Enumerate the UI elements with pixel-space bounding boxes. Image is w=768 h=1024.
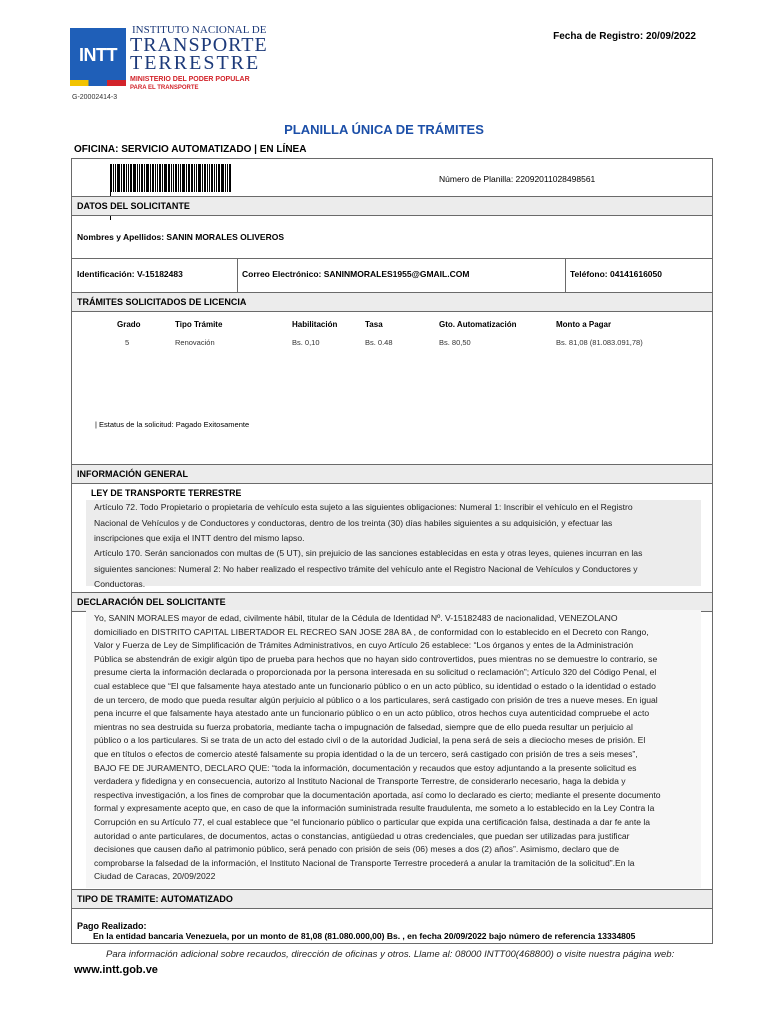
col-header-tasa: Tasa: [365, 320, 383, 329]
barcode-bar: [214, 164, 215, 192]
barcode-bar: [218, 164, 220, 192]
barcode-bar: [128, 164, 129, 192]
oficina-label: OFICINA: SERVICIO AUTOMATIZADO | EN LÍNEA: [74, 144, 307, 155]
barcode-bar: [115, 164, 116, 192]
barcode-bar: [137, 164, 138, 192]
text-line: de un tercero, de modo que pueda resultar algún perjuicio al público o a los particulares, será castigado con prisión de tres a nueve meses. En igual: [94, 694, 658, 705]
text-line: formal y expresamente acepto que, en caso de que la información suministrada resulte fraudulenta, me someto a lo establecido en la Ley Contra la: [94, 803, 655, 814]
nombres-apellidos: Nombres y Apellidos: SANIN MORALES OLIVEROS: [77, 232, 285, 242]
text-line: BAJO FE DE JURAMENTO, DECLARO QUE: “toda la información, documentación y recaudos que estoy adjuntando a la presente solicitud es: [94, 762, 637, 773]
barcode-bar: [157, 164, 158, 192]
divider: [71, 908, 713, 909]
logo-code: G-20002414-3: [72, 94, 118, 101]
barcode-bar: [110, 164, 112, 192]
text-line: que en títulos o efectos de comercio atesté falsamente su propia identidad o la de un tercero, será castigado con prisión de tres a seis meses”,: [94, 748, 638, 759]
website-link[interactable]: www.intt.gob.ve: [74, 964, 158, 976]
barcode-bar: [133, 164, 136, 192]
text-line: decisiones que causen daño al patrimonio público, será penado con prisión de seis (06) meses a dos (2) años”. Asimismo, declaro que de: [94, 844, 619, 855]
pago-label: Pago Realizado:: [77, 921, 147, 931]
declaration-text: [94, 612, 692, 884]
footer-info: Para información adicional sobre recaudos, dirección de oficinas y otros. Llame al: 08000 INTT00(468800) o visite nuestra página web:: [106, 949, 675, 960]
barcode-bar: [229, 164, 231, 192]
text-line: verdadera y fidedigna y en consecuencia, autorizo al Instituto Nacional de Transporte Terrestre, de considerarlo necesario, haga la debida y: [94, 776, 626, 787]
page-title: PLANILLA ÚNICA DE TRÁMITES: [284, 122, 484, 137]
text-line: Ciudad de Caracas, 20/09/2022: [94, 871, 216, 882]
divider: [71, 311, 713, 312]
text-line: Corrupción en su Artículo 77, el cual establece que “el funcionario público o particular que expida una certificación falsa, destinada a dar fe ante la: [94, 816, 651, 827]
barcode-bar: [221, 164, 224, 192]
logo-institute: INSTITUTO NACIONAL DE: [132, 24, 267, 36]
barcode-bar: [164, 164, 167, 192]
text-line: siguientes sanciones: Numeral 2: No haber realizado el respectivo trámite del vehículo ante el Registro Nacional de Vehículos y Conductores y: [94, 563, 638, 574]
barcode-bar: [211, 164, 213, 192]
tipo-tramite: TIPO DE TRAMITE: AUTOMATIZADO: [77, 894, 233, 904]
barcode-bar: [152, 164, 154, 192]
divider: [71, 258, 713, 259]
col-header-tipo: Tipo Trámite: [175, 320, 223, 329]
barcode-bar: [225, 164, 226, 192]
text-line: comprobarse la falsedad de la información, el Instituto Nacional de Transporte Terrestre procederá a anular la tramitación de la solicitud”.En la: [94, 857, 635, 868]
article-72: [94, 500, 692, 547]
divider: [237, 259, 238, 292]
section-datos-solicitante: DATOS DEL SOLICITANTE: [77, 201, 190, 211]
estatus-solicitud: | Estatus de la solicitud: Pagado Exitosamente: [95, 420, 250, 429]
barcode-bar: [194, 164, 195, 192]
barcode-bar: [123, 164, 125, 192]
col-header-grado: Grado: [117, 320, 141, 329]
barcode-bar: [139, 164, 140, 192]
text-line: respectiva investigación, a los fines de comprobar que la documentación aportada, así como lo declarado es cierto; mediante el presente documento: [94, 789, 661, 800]
text-line: mientras no sea destruida su fuerza probatoria, mediante tacha o impugnación de falsedad, siempre que de ello pueda resultar un perjuicio al: [94, 721, 633, 732]
barcode-bar: [188, 164, 190, 192]
text-line: cual establece que “El que falsamente haya atestado ante un funcionario público o en un acto público, su identidad o estado o la identidad o estado: [94, 680, 656, 691]
divider: [71, 483, 713, 484]
cell-monto: Bs. 81,08 (81.083.091,78): [556, 338, 643, 347]
col-header-habilitacion: Habilitación: [292, 320, 338, 329]
barcode-bar: [126, 164, 127, 192]
pago-text: En la entidad bancaria Venezuela, por un monto de 81,08 (81.080.000,00) Bs. , en fecha 20/09/2022 bajo número de referencia 13334805: [93, 931, 636, 941]
barcode-bar: [227, 164, 228, 192]
cell-tipo: Renovación: [175, 338, 215, 347]
text-line: público o a los particulares. Si se trata de un acto del estado civil o de la autoridad Judicial, la pena será de seis a dieciocho meses de prisión. El: [94, 735, 646, 746]
text-line: Nacional de Vehículos y de Conductores y conductoras, dentro de los treinta (30) días habiles siguientes a su adquisición, y efectuar las: [94, 517, 613, 528]
cell-automatizacion: Bs. 80,50: [439, 338, 471, 347]
section-tramites: TRÁMITES SOLICITADOS DE LICENCIA: [77, 297, 247, 307]
barcode: [110, 164, 232, 192]
text-line: Pública se abstendrán de exigir algún tipo de prueba para hechos que no hayan sido controvertidos, pues mientras no se demuestre lo contrario, se: [94, 653, 658, 664]
identificacion: Identificación: V-15182483: [77, 269, 183, 279]
col-header-automatizacion: Gto. Automatización: [439, 320, 517, 329]
barcode-bar: [180, 164, 181, 192]
text-line: Artículo 72. Todo Propietario o propietaria de vehículo esta sujeto a las siguientes obligaciones: Numeral 1: Inscribir el vehículo en el Registro: [94, 502, 633, 512]
barcode-bar: [207, 164, 208, 192]
logo-box: INTT: [70, 28, 126, 82]
cell-habilitacion: Bs. 0,10: [292, 338, 320, 347]
text-line: Valor y Fuerza de Ley de Simplificación de Trámites Administrativos, en cuyo Artículo 26 establece: “Los órganos y entes de la Administración: [94, 640, 634, 651]
barcode-bar: [113, 164, 114, 192]
flag-bar: [70, 80, 126, 86]
barcode-bar: [150, 164, 151, 192]
barcode-bar: [117, 164, 120, 192]
barcode-bar: [182, 164, 185, 192]
cell-tasa: Bs. 0.48: [365, 338, 393, 347]
col-header-monto: Monto a Pagar: [556, 320, 612, 329]
text-line: pena incurre el que falsamente haya atestado ante un funcionario público o en un acto público, otros hechos cuya autenticidad compruebe el acto: [94, 708, 650, 719]
correo-electronico: Correo Electrónico: SANINMORALES1955@GMAIL.COM: [242, 269, 470, 279]
article-170: [94, 546, 692, 593]
text-line: Artículo 170. Serán sancionados con multas de (5 UT), sin prejuicio de las sanciones establecidas en esta y otras leyes, quienes incurran en las: [94, 548, 643, 558]
barcode-bar: [146, 164, 149, 192]
divider: [565, 259, 566, 292]
intt-logo: [70, 24, 266, 96]
barcode-bar: [204, 164, 206, 192]
section-declaracion: DECLARACIÓN DEL SOLICITANTE: [77, 597, 226, 607]
logo-ministry2: PARA EL TRANSPORTE: [130, 85, 199, 91]
text-line: presume cierta la información declarada o proporcionada por la persona interesada en su solicitud o reclamación”; Artículo 320 del Código Penal, el: [94, 667, 657, 678]
logo-ministry: MINISTERIO DEL PODER POPULAR: [130, 76, 250, 83]
barcode-bar: [175, 164, 177, 192]
barcode-bar: [155, 164, 156, 192]
text-line: autoridad o ante particulares, de documentos, actas o constancias, antigüedad u otras credenciales, que puedan ser utilizadas para justificar: [94, 830, 630, 841]
text-line: Yo, SANIN MORALES mayor de edad, civilmente hábil, titular de la Cédula de Identidad Nº. V-15182483 de nacionalidad, VENEZOLANO: [94, 613, 618, 623]
fecha-registro: Fecha de Registro: 20/09/2022: [553, 31, 696, 42]
barcode-bar: [209, 164, 210, 192]
barcode-bar: [198, 164, 201, 192]
barcode-bar: [186, 164, 187, 192]
divider: [71, 215, 713, 216]
numero-planilla: Número de Planilla: 22092011028498561: [439, 174, 596, 184]
barcode-bar: [202, 164, 203, 192]
section-informacion-general: INFORMACIÓN GENERAL: [77, 469, 188, 479]
barcode-bar: [191, 164, 193, 192]
barcode-bar: [216, 164, 217, 192]
barcode-bar: [178, 164, 179, 192]
barcode-bar: [121, 164, 122, 192]
barcode-bar: [159, 164, 161, 192]
cell-grado: 5: [125, 338, 130, 347]
barcode-bar: [130, 164, 132, 192]
barcode-bar: [171, 164, 172, 192]
barcode-bar: [141, 164, 143, 192]
logo-line2: TERRESTRE: [130, 52, 261, 74]
telefono: Teléfono: 04141616050: [570, 269, 662, 279]
barcode-bar: [168, 164, 170, 192]
barcode-bar: [196, 164, 197, 192]
barcode-bar: [162, 164, 163, 192]
text-line: Conductoras.: [94, 579, 146, 590]
text-line: domiciliado en DISTRITO CAPITAL LIBERTADOR EL RECREO SAN JOSE 28A 8A , de conformidad con lo establecido en el Decreto con Rango,: [94, 626, 649, 637]
barcode-bar: [173, 164, 174, 192]
logo-line1: TRANSPORTE: [130, 34, 268, 56]
text-line: inscripciones que exija el INTT dentro del mismo lapso.: [94, 533, 305, 544]
barcode-bar: [144, 164, 145, 192]
law-title: LEY DE TRANSPORTE TERRESTRE: [91, 488, 242, 498]
